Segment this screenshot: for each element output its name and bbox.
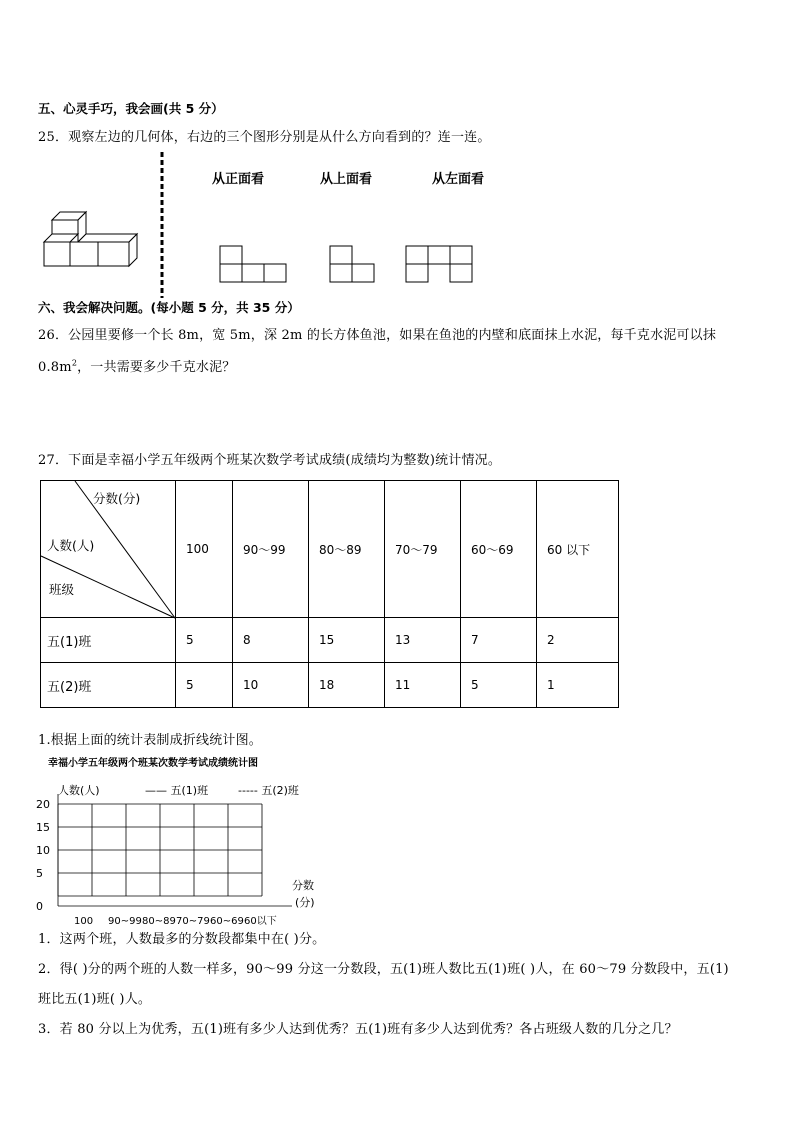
view-label-left: 从左面看	[432, 172, 485, 187]
corner-score-label: 分数(分)	[93, 491, 141, 506]
col-header: 70～79	[385, 481, 461, 618]
row-label: 五(2)班	[41, 663, 176, 708]
y-tick-label: 20	[36, 798, 50, 811]
row-label: 五(1)班	[41, 618, 176, 663]
table-cell: 15	[309, 618, 385, 663]
view-shape-b	[328, 244, 378, 284]
vertical-dashed-divider	[158, 150, 166, 300]
score-stats-table	[40, 480, 619, 708]
x-tick-label: 60以下	[244, 916, 277, 927]
table-cell: 13	[385, 618, 461, 663]
y-tick-label: 15	[36, 821, 50, 834]
view-label-front: 从正面看	[212, 172, 265, 187]
table-row	[41, 618, 619, 663]
table-cell: 5	[176, 618, 233, 663]
section5-heading: 五、心灵手巧，我会画(共 5 分）	[38, 101, 224, 116]
corner-class-label: 班级	[49, 582, 75, 597]
table-corner-cell	[41, 481, 176, 618]
table-cell: 11	[385, 663, 461, 708]
x-tick-label: 100	[74, 916, 94, 927]
cube-solid-figure	[40, 206, 144, 272]
x-tick-label: 80~89	[142, 916, 176, 927]
table-cell: 2	[537, 618, 619, 663]
col-header: 90～99	[233, 481, 309, 618]
chart-x-label: 分数	[292, 879, 314, 892]
col-header: 80～89	[309, 481, 385, 618]
question-27: 27．下面是幸福小学五年级两个班某次数学考试成绩(成绩均为整数)统计情况。	[38, 453, 502, 468]
x-tick-label: 70~79	[176, 916, 210, 927]
blank-line-chart	[30, 752, 360, 927]
table-cell: 1	[537, 663, 619, 708]
legend-class1: —— 五(1)班	[145, 784, 209, 797]
table-cell: 18	[309, 663, 385, 708]
section6-heading: 六、我会解决问题。(每小题 5 分，共 35 分）	[38, 300, 300, 315]
question-2-line2: 班比五(1)班( )人。	[38, 992, 152, 1007]
y-tick-label: 5	[36, 867, 43, 880]
sub-instruction-1: 1.根据上面的统计表制成折线统计图。	[38, 733, 263, 748]
col-header: 60～69	[461, 481, 537, 618]
table-cell: 5	[461, 663, 537, 708]
table-header-row	[41, 481, 619, 618]
table-cell: 7	[461, 618, 537, 663]
x-tick-label: 60~69	[210, 916, 244, 927]
y-tick-label: 0	[36, 900, 43, 913]
table-row	[41, 663, 619, 708]
chart-x-unit: (分)	[295, 896, 315, 909]
view-shape-c	[404, 244, 476, 284]
legend-class2: ----- 五(2)班	[238, 784, 299, 797]
question-26-line2: $0.8m^2$，一共需要多少千克水泥？	[38, 358, 236, 375]
view-shape-a	[218, 244, 290, 284]
y-tick-label: 10	[36, 844, 50, 857]
table-cell: 8	[233, 618, 309, 663]
corner-people-label: 人数(人)	[47, 538, 95, 553]
chart-title: 幸福小学五年级两个班某次数学考试成绩统计图	[48, 758, 258, 769]
col-header: 60 以下	[537, 481, 619, 618]
table-cell: 10	[233, 663, 309, 708]
question-3: 3．若 80 分以上为优秀，五(1)班有多少人达到优秀？五(1)班有多少人达到优秀？各占班级人数的几分之几？	[38, 1022, 678, 1037]
col-header: 100	[176, 481, 233, 618]
question-1: 1．这两个班，人数最多的分数段都集中在( )分。	[38, 932, 326, 947]
question-2-line1: 2．得( )分的两个班的人数一样多，90～99 分这一分数段，五(1)班人数比五(1)班( )人，在 60～79 分数段中，五(1)	[38, 962, 729, 977]
table-cell: 5	[176, 663, 233, 708]
chart-y-label: 人数(人)	[58, 784, 100, 797]
view-label-top: 从上面看	[320, 172, 373, 187]
question-26-line1: 26．公园里要修一个长 8m，宽 5m，深 2m 的长方体鱼池，如果在鱼池的内壁和底面抹上水泥，每千克水泥可以抹	[38, 328, 717, 343]
question-25: 25．观察左边的几何体，右边的三个图形分别是从什么方向看到的？连一连。	[38, 130, 491, 145]
x-tick-label: 90~99	[108, 916, 142, 927]
